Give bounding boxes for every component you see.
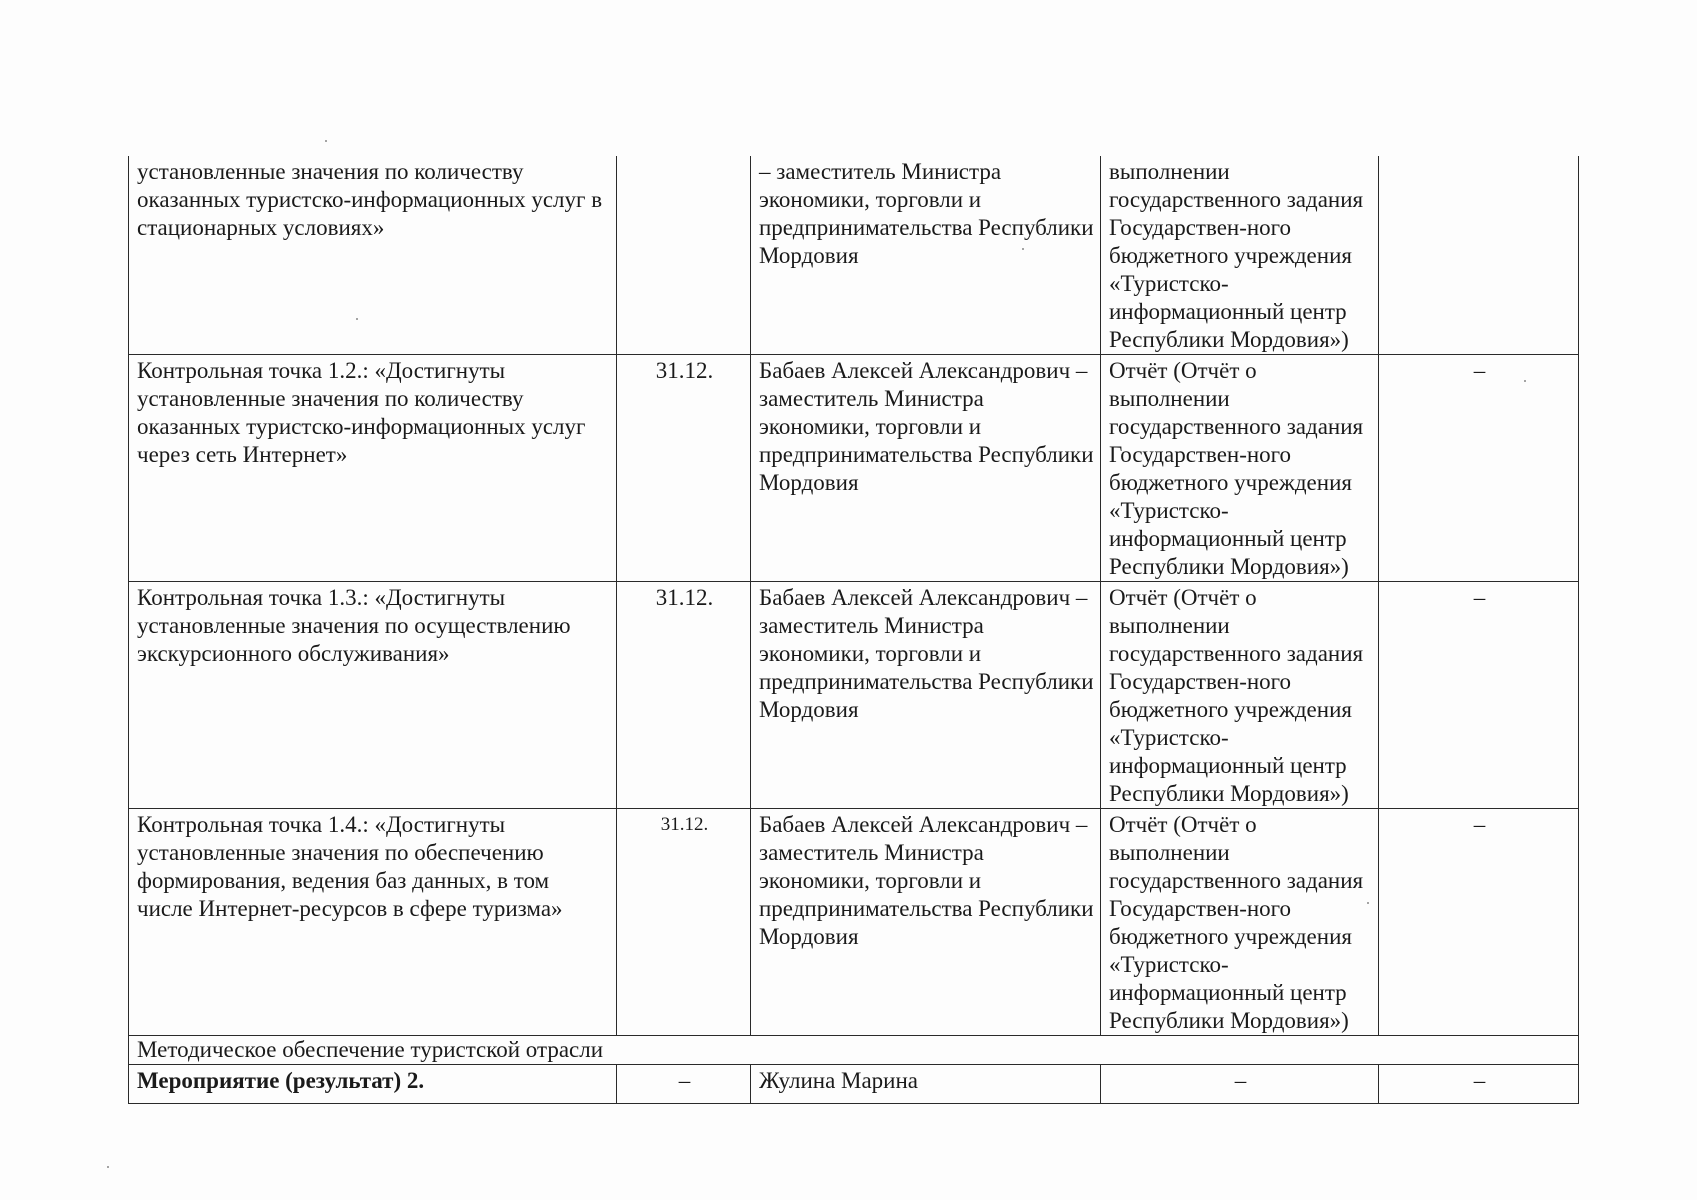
scan-speck [1022,248,1024,250]
task-name-cell: Контрольная точка 1.4.: «Достигнуты установленные значения по обеспечению формирования, ведения баз данных, в том числе Интернет-ресурсов в сфере туризма» [129,809,617,1036]
event-name-cell: Мероприятие (результат) 2. [129,1065,617,1104]
date-cell: – [617,1065,751,1104]
extra-cell [1379,156,1579,355]
section-title: Методическое обеспечение туристской отрасли [129,1036,1579,1065]
date-cell: 31.12. [617,355,751,582]
control-points-table [128,156,1579,1104]
document-cell: Отчёт (Отчёт о выполнении государственного задания Государствен-ного бюджетного учреждения «Туристско-информационный центр Республики Мордовия») [1101,809,1379,1036]
responsible-cell: Бабаев Алексей Александрович – заместитель Министра экономики, торговли и предпринимательства Республики Мордовия [751,809,1101,1036]
table-row [129,582,1579,809]
scan-speck [107,1166,109,1168]
date-cell [617,156,751,355]
table-row [129,809,1579,1036]
table-row [129,156,1579,355]
scan-speck [1367,902,1369,904]
document-cell: Отчёт (Отчёт о выполнении государственного задания Государствен-ного бюджетного учреждения «Туристско-информационный центр Республики Мордовия») [1101,582,1379,809]
extra-cell: – [1379,355,1579,582]
task-name-cell: Контрольная точка 1.3.: «Достигнуты установленные значения по осуществлению экскурсионного обслуживания» [129,582,617,809]
responsible-cell: – заместитель Министра экономики, торговли и предпринимательства Республики Мордовия [751,156,1101,355]
extra-cell: – [1379,582,1579,809]
responsible-cell: Бабаев Алексей Александрович – заместитель Министра экономики, торговли и предпринимательства Республики Мордовия [751,582,1101,809]
scan-speck [325,140,327,142]
document-cell: Отчёт (Отчёт о выполнении государственного задания Государствен-ного бюджетного учреждения «Туристско-информационный центр Республики Мордовия») [1101,355,1379,582]
responsible-cell: Бабаев Алексей Александрович – заместитель Министра экономики, торговли и предпринимательства Республики Мордовия [751,355,1101,582]
task-name-cell: установленные значения по количеству оказанных туристско-информационных услуг в стационарных условиях» [129,156,617,355]
task-name-cell: Контрольная точка 1.2.: «Достигнуты установленные значения по количеству оказанных туристско-информационных услуг через сеть Интернет» [129,355,617,582]
document-cell: выполнении государственного задания Государствен-ного бюджетного учреждения «Туристско-информационный центр Республики Мордовия») [1101,156,1379,355]
extra-cell: – [1379,1065,1579,1104]
document-cell: – [1101,1065,1379,1104]
date-cell: 31.12. [617,582,751,809]
scan-speck [356,318,358,320]
date-cell: 31.12. [617,809,751,1036]
table-row [129,1065,1579,1104]
table-row [129,355,1579,582]
responsible-cell: Жулина Марина [751,1065,1101,1104]
extra-cell: – [1379,809,1579,1036]
section-row [129,1036,1579,1065]
scan-speck [1524,380,1526,382]
